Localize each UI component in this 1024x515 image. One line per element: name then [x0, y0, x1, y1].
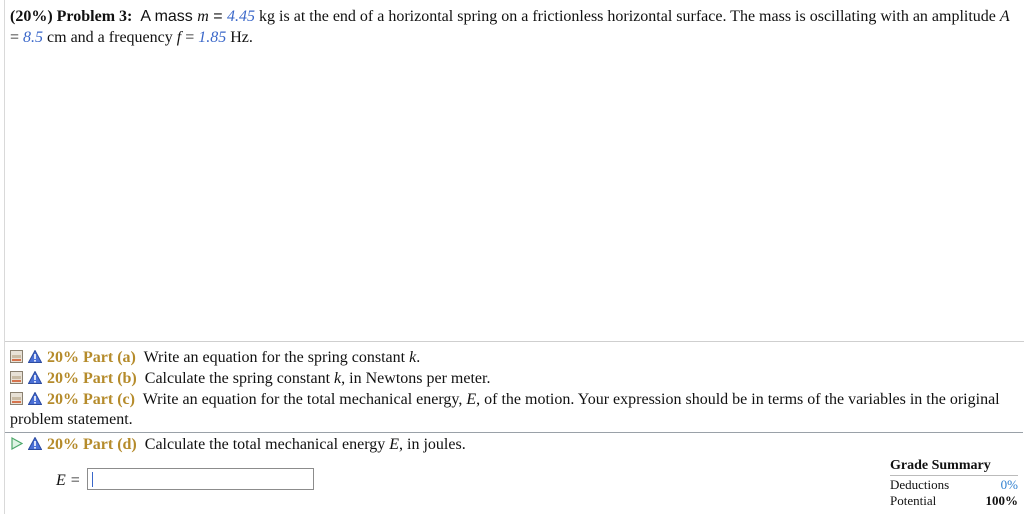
part-c-row[interactable] [10, 390, 1010, 430]
text-caret [92, 472, 93, 487]
mass-variable: m [197, 8, 209, 25]
part-b-variable: k [334, 370, 342, 387]
warning-triangle-icon[interactable] [28, 436, 42, 449]
frequency-variable: f [176, 29, 182, 46]
document-icon[interactable] [10, 349, 23, 362]
potential-label: Potential [890, 493, 937, 508]
grade-summary [890, 458, 1018, 509]
part-a-text: Write an equation for the spring constant [143, 349, 410, 366]
equals-sign: = [181, 29, 199, 46]
part-c-weight: 20% [47, 391, 79, 408]
part-b-tail: , in Newtons per meter. [341, 370, 491, 387]
part-c-variable: E [466, 391, 477, 408]
document-icon[interactable] [10, 391, 23, 404]
part-d-weight: 20% [47, 436, 79, 453]
part-a-label[interactable]: Part (a) [83, 349, 136, 366]
play-arrow-icon[interactable] [10, 436, 23, 449]
potential-row [890, 493, 1018, 509]
part-a-row[interactable] [10, 348, 1010, 368]
problem-text-d: Hz. [226, 29, 253, 46]
parts-divider [5, 341, 1024, 342]
part-d-variable: E [389, 436, 400, 453]
part-c-tail: , of the motion. Your expression should be in terms of the variables in the original problem statement. [10, 391, 1000, 428]
part-d-tail: , in joules. [399, 436, 466, 453]
deductions-label: Deductions [890, 477, 950, 492]
warning-triangle-icon[interactable] [28, 349, 42, 362]
deductions-row [890, 477, 1018, 493]
problem-label: Problem 3: [56, 8, 133, 25]
problem-text-b: kg is at the end of a horizontal spring on a frictionless horizontal surface. The mass is oscillating with an amplitude [255, 8, 1000, 25]
equals-sign: = [10, 29, 24, 46]
part-b-text: Calculate the spring constant [144, 370, 335, 387]
part-c-text: Write an equation for the total mechanical energy, [142, 391, 467, 408]
part-d-text: Calculate the total mechanical energy [144, 436, 390, 453]
amplitude-value: 8.5 [23, 29, 44, 46]
deductions-value: 0% [1000, 477, 1018, 492]
part-a-tail: . [416, 349, 421, 366]
document-icon[interactable] [10, 370, 23, 383]
frequency-value: 1.85 [198, 29, 227, 46]
potential-value: 100% [985, 493, 1018, 508]
problem-statement [10, 6, 1010, 48]
part-b-label[interactable]: Part (b) [83, 370, 137, 387]
part-d-row[interactable] [10, 435, 1010, 455]
answer-label: E = [56, 472, 81, 489]
part-b-row[interactable] [10, 369, 1010, 389]
part-d-label[interactable]: Part (d) [83, 436, 137, 453]
amplitude-variable: A [999, 8, 1010, 25]
part-a-weight: 20% [47, 349, 79, 366]
answer-input[interactable] [87, 468, 314, 490]
mass-value: 4.45 [227, 8, 256, 25]
equals-sign: = [208, 8, 228, 25]
warning-triangle-icon[interactable] [28, 370, 42, 383]
problem-text-a: A mass [140, 8, 198, 25]
part-a-variable: k [409, 349, 417, 366]
problem-text-c: cm and a frequency [43, 29, 177, 46]
warning-triangle-icon[interactable] [28, 391, 42, 404]
problem-weight: (20%) [10, 8, 53, 25]
part-c-label[interactable]: Part (c) [83, 391, 135, 408]
grade-summary-title: Grade Summary [890, 458, 1018, 476]
part-b-weight: 20% [47, 370, 79, 387]
